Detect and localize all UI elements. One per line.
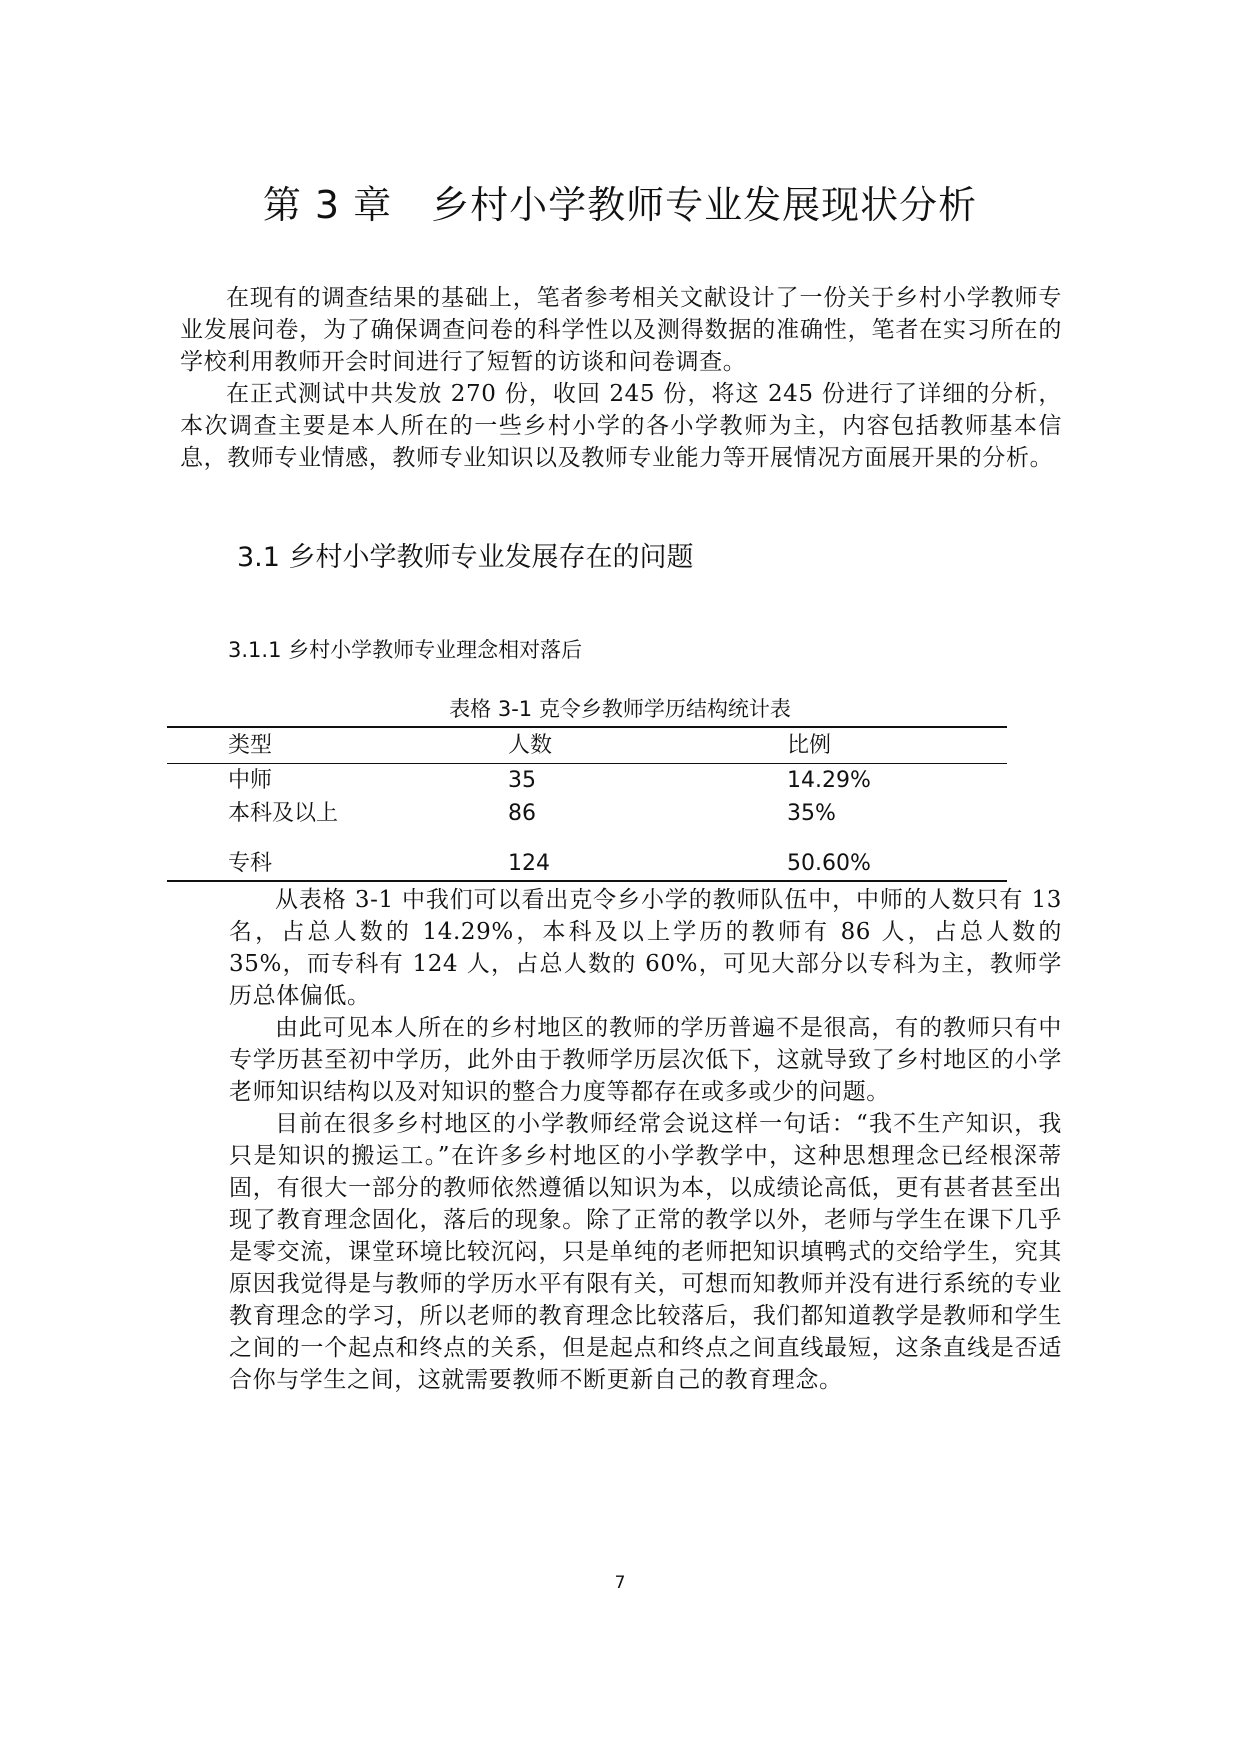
subsection-title: 3.1.1 乡村小学教师专业理念相对落后 xyxy=(228,638,583,662)
table-cell: 专科 xyxy=(228,851,273,876)
table-cell: 本科及以上 xyxy=(228,801,339,826)
intro-text xyxy=(180,282,1062,474)
table-cell: 35% xyxy=(787,801,836,826)
table-top-rule xyxy=(167,726,1007,728)
body-paragraph: 从表格 3-1 中我们可以看出克令乡小学的教师队伍中，中师的人数只有 13 名，占总人数的 14.29%，本科及以上学历的教师有 86 人，占总人数的 35%，而专科有 124 人，占总人数的 60%，可见大部分以专科为主，教师学历总体偏低。 xyxy=(229,887,1062,1009)
table-bottom-rule xyxy=(167,880,1007,882)
intro-paragraph: 在现有的调查结果的基础上，笔者参考相关文献设计了一份关于乡村小学教师专业发展问卷，为了确保调查问卷的科学性以及测得数据的准确性，笔者在实习所在的学校利用教师开会时间进行了短暂的访谈和问卷调查。 xyxy=(180,285,1062,375)
intro-paragraph: 在正式测试中共发放 270 份，收回 245 份，将这 245 份进行了详细的分析，本次调查主要是本人所在的一些乡村小学的各小学教师为主，内容包括教师基本信息，教师专业情感，教师专业知识以及教师专业能力等开展情况方面展开果的分析。 xyxy=(180,381,1062,471)
table-cell: 中师 xyxy=(228,768,273,793)
table-caption: 表格 3-1 克令乡教师学历结构统计表 xyxy=(449,697,791,721)
table-header-count: 人数 xyxy=(508,733,553,758)
body-paragraph: 目前在很多乡村地区的小学教师经常会说这样一句话：“我不生产知识，我只是知识的搬运工。”在许多乡村地区的小学教学中，这种思想理念已经根深蒂固，有很大一部分的教师依然遵循以知识为本，以成绩论高低，更有甚者甚至出现了教育理念固化，落后的现象。除了正常的教学以外，老师与学生在课下几乎是零交流，课堂环境比较沉闷，只是单纯的老师把知识填鸭式的交给学生，究其原因我觉得是与教师的学历水平有限有关，可想而知教师并没有进行系统的专业教育理念的学习，所以老师的教育理念比较落后，我们都知道教学是教师和学生之间的一个起点和终点的关系，但是起点和终点之间直线最短，这条直线是否适合你与学生之间，这就需要教师不断更新自己的教育理念。 xyxy=(229,1111,1062,1393)
section-title: 3.1 乡村小学教师专业发展存在的问题 xyxy=(237,542,694,573)
body-text xyxy=(229,884,1062,1396)
table-cell: 35 xyxy=(508,768,536,793)
page-number: 7 xyxy=(614,1573,626,1593)
table-cell: 50.60% xyxy=(787,851,871,876)
table-header-ratio: 比例 xyxy=(787,733,832,758)
chapter-title: 第 3 章 乡村小学教师专业发展现状分析 xyxy=(262,183,978,227)
table-cell: 124 xyxy=(508,851,550,876)
body-paragraph: 由此可见本人所在的乡村地区的教师的学历普遍不是很高，有的教师只有中专学历甚至初中学历，此外由于教师学历层次低下，这就导致了乡村地区的小学老师知识结构以及对知识的整合力度等都存在或多或少的问题。 xyxy=(229,1015,1062,1105)
table-header-type: 类型 xyxy=(228,733,273,758)
table-cell: 86 xyxy=(508,801,536,826)
table-cell: 14.29% xyxy=(787,768,871,793)
table-header-rule xyxy=(167,763,1007,764)
